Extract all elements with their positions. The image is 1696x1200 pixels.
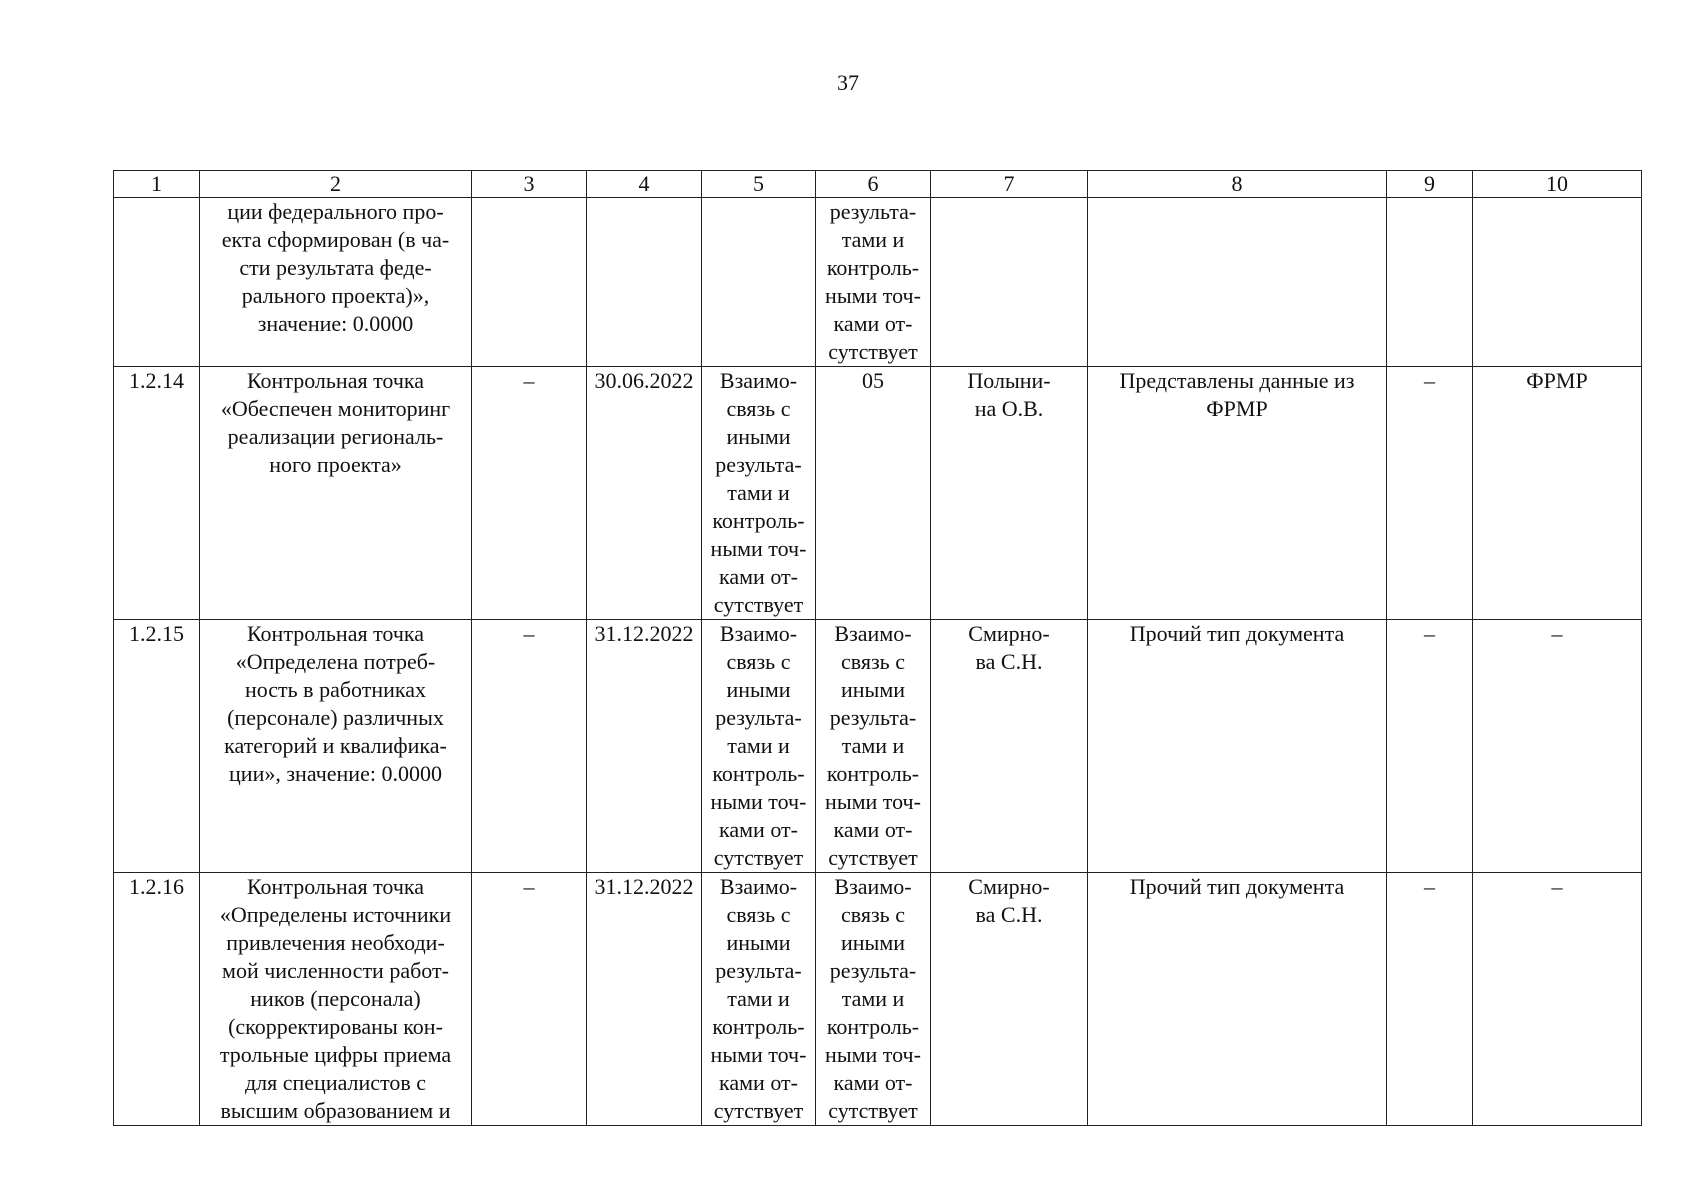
cell-responsible bbox=[931, 873, 1088, 1126]
cell-line: ками от- bbox=[833, 1070, 913, 1095]
cell-line: ФРМР bbox=[1526, 368, 1588, 393]
cell-line: «Определена потреб- bbox=[235, 649, 436, 674]
cell-document-type bbox=[1088, 198, 1387, 367]
column-header: 5 bbox=[702, 171, 816, 198]
cell-line: ФРМР bbox=[1206, 396, 1268, 421]
cell-line: иными bbox=[726, 424, 791, 449]
cell-line: ными точ- bbox=[825, 1042, 921, 1067]
column-header: 4 bbox=[587, 171, 702, 198]
cell-line: связь с bbox=[726, 396, 791, 421]
cell-line: Контрольная точка bbox=[246, 621, 425, 646]
cell-column-9 bbox=[1387, 873, 1473, 1126]
column-header: 2 bbox=[200, 171, 472, 198]
cell-line: 1.2.14 bbox=[129, 368, 184, 393]
cell-line: – bbox=[523, 874, 535, 899]
cell-line: – bbox=[1424, 874, 1435, 899]
cell-line: ва С.Н. bbox=[975, 649, 1043, 674]
cell-date bbox=[587, 620, 702, 873]
cell-column-6 bbox=[816, 367, 931, 620]
table-row bbox=[114, 873, 1642, 1126]
cell-line: мой численности работ- bbox=[222, 958, 449, 983]
cell-line: – bbox=[1551, 874, 1563, 899]
cell-column-3 bbox=[472, 367, 587, 620]
cell-line: Взаимо- bbox=[834, 621, 912, 646]
cell-line: контроль- bbox=[712, 508, 805, 533]
cell-line: Полыни- bbox=[967, 368, 1051, 393]
cell-line: ками от- bbox=[719, 564, 798, 589]
cell-line: тами и bbox=[841, 733, 905, 758]
cell-line: – bbox=[523, 621, 535, 646]
cell-row-number bbox=[114, 873, 200, 1126]
cell-line: сутствует bbox=[828, 1098, 918, 1123]
cell-line: екта сформирован (в ча- bbox=[221, 227, 450, 252]
cell-line: 31.12.2022 bbox=[594, 874, 694, 899]
cell-date bbox=[587, 198, 702, 367]
cell-line: Смирно- bbox=[968, 874, 1050, 899]
cell-line: Контрольная точка bbox=[246, 874, 425, 899]
cell-line: тами и bbox=[727, 733, 790, 758]
cell-column-6 bbox=[816, 620, 931, 873]
cell-line: Взаимо- bbox=[719, 621, 798, 646]
cell-line: Прочий тип документа bbox=[1129, 874, 1345, 899]
cell-line: связь с bbox=[726, 649, 791, 674]
cell-line: сутствует bbox=[713, 1098, 804, 1123]
page-number: 37 bbox=[837, 70, 859, 95]
cell-line: ками от- bbox=[719, 817, 798, 842]
cell-line: ного проекта» bbox=[269, 452, 402, 477]
cell-column-10 bbox=[1473, 367, 1642, 620]
cell-date bbox=[587, 367, 702, 620]
cell-line: сутствует bbox=[828, 339, 918, 364]
column-header: 6 bbox=[816, 171, 931, 198]
cell-line: категорий и квалифика- bbox=[224, 733, 447, 758]
cell-line: сутствует bbox=[828, 845, 918, 870]
cell-line: результа- bbox=[829, 958, 917, 983]
cell-responsible bbox=[931, 367, 1088, 620]
cell-line: тами и bbox=[727, 480, 790, 505]
cell-line: – bbox=[1551, 621, 1563, 646]
cell-line: связь с bbox=[841, 902, 905, 927]
cell-column-6 bbox=[816, 198, 931, 367]
column-header: 8 bbox=[1088, 171, 1387, 198]
cell-description bbox=[200, 198, 472, 367]
cell-responsible bbox=[931, 620, 1088, 873]
cell-line: тами и bbox=[841, 227, 905, 252]
cell-line: ными точ- bbox=[710, 1042, 807, 1067]
cell-line: – bbox=[523, 368, 535, 393]
cell-line: Взаимо- bbox=[834, 874, 912, 899]
cell-column-5 bbox=[702, 367, 816, 620]
cell-line: контроль- bbox=[826, 255, 920, 280]
column-header: 9 bbox=[1387, 171, 1473, 198]
document-table bbox=[113, 170, 1642, 1126]
cell-line: значение: 0.0000 bbox=[257, 311, 414, 336]
cell-row-number bbox=[114, 367, 200, 620]
table-row bbox=[114, 367, 1642, 620]
cell-line: связь с bbox=[841, 649, 905, 674]
cell-line: Взаимо- bbox=[719, 874, 798, 899]
cell-column-3 bbox=[472, 873, 587, 1126]
cell-column-5 bbox=[702, 873, 816, 1126]
cell-line: Контрольная точка bbox=[246, 368, 425, 393]
cell-line: ками от- bbox=[833, 311, 913, 336]
cell-line: 1.2.15 bbox=[129, 621, 184, 646]
cell-line: иными bbox=[840, 677, 906, 702]
cell-line: ными точ- bbox=[710, 789, 807, 814]
cell-line: – bbox=[1424, 368, 1435, 393]
cell-line: результа- bbox=[715, 452, 802, 477]
cell-line: ными точ- bbox=[825, 283, 921, 308]
cell-column-10 bbox=[1473, 198, 1642, 367]
cell-row-number bbox=[114, 198, 200, 367]
cell-line: ность в работниках bbox=[244, 677, 427, 702]
cell-row-number bbox=[114, 620, 200, 873]
column-header: 10 bbox=[1473, 171, 1642, 198]
cell-column-9 bbox=[1387, 620, 1473, 873]
cell-column-9 bbox=[1387, 198, 1473, 367]
cell-line: (персонале) различных bbox=[227, 705, 444, 730]
column-header: 7 bbox=[931, 171, 1088, 198]
cell-line: реализации региональ- bbox=[227, 424, 444, 449]
cell-line: тами и bbox=[727, 986, 790, 1011]
cell-column-10 bbox=[1473, 873, 1642, 1126]
table-header-row bbox=[114, 171, 1642, 198]
cell-line: 05 bbox=[862, 368, 884, 393]
cell-line: контроль- bbox=[826, 1014, 920, 1039]
column-header: 1 bbox=[114, 171, 200, 198]
cell-line: тами и bbox=[841, 986, 905, 1011]
cell-line: (скорректированы кон- bbox=[228, 1014, 443, 1039]
table-row bbox=[114, 620, 1642, 873]
cell-description bbox=[200, 367, 472, 620]
cell-document-type bbox=[1088, 873, 1387, 1126]
cell-line: 1.2.16 bbox=[129, 874, 184, 899]
cell-document-type bbox=[1088, 620, 1387, 873]
cell-line: ными точ- bbox=[825, 789, 921, 814]
cell-line: Прочий тип документа bbox=[1129, 621, 1345, 646]
cell-line: высшим образованием и bbox=[220, 1098, 451, 1123]
cell-line: ками от- bbox=[833, 817, 913, 842]
cell-line: результа- bbox=[829, 705, 917, 730]
cell-line: «Определены источники bbox=[219, 902, 452, 927]
cell-line: результа- bbox=[715, 958, 802, 983]
cell-line: контроль- bbox=[826, 761, 920, 786]
cell-line: Взаимо- bbox=[719, 368, 798, 393]
cell-line: ников (персонала) bbox=[250, 986, 421, 1011]
cell-line: сутствует bbox=[713, 592, 804, 617]
cell-line: для специалистов с bbox=[244, 1070, 427, 1095]
cell-line: Смирно- bbox=[968, 621, 1050, 646]
cell-line: связь с bbox=[726, 902, 791, 927]
cell-responsible bbox=[931, 198, 1088, 367]
cell-description bbox=[200, 873, 472, 1126]
cell-line: привлечения необходи- bbox=[226, 930, 445, 955]
cell-line: сутствует bbox=[713, 845, 804, 870]
cell-line: результа- bbox=[829, 199, 917, 224]
cell-column-3 bbox=[472, 198, 587, 367]
cell-line: Представлены данные из bbox=[1119, 368, 1355, 393]
cell-line: сти результата феде- bbox=[239, 255, 432, 280]
cell-date bbox=[587, 873, 702, 1126]
cell-line: иными bbox=[726, 677, 791, 702]
cell-line: 31.12.2022 bbox=[594, 621, 694, 646]
cell-line: – bbox=[1424, 621, 1435, 646]
cell-line: ва С.Н. bbox=[975, 902, 1043, 927]
cell-line: ции», значение: 0.0000 bbox=[229, 761, 442, 786]
cell-column-6 bbox=[816, 873, 931, 1126]
cell-description bbox=[200, 620, 472, 873]
cell-column-5 bbox=[702, 198, 816, 367]
cell-line: ции федерального про- bbox=[227, 199, 444, 224]
cell-line: ками от- bbox=[719, 1070, 798, 1095]
cell-line: ными точ- bbox=[710, 536, 807, 561]
column-header: 3 bbox=[472, 171, 587, 198]
cell-line: контроль- bbox=[712, 1014, 805, 1039]
cell-line: контроль- bbox=[712, 761, 805, 786]
cell-column-9 bbox=[1387, 367, 1473, 620]
cell-column-10 bbox=[1473, 620, 1642, 873]
cell-line: на О.В. bbox=[974, 396, 1044, 421]
cell-line: 30.06.2022 bbox=[594, 368, 694, 393]
cell-line: рального проекта)», bbox=[241, 283, 430, 308]
cell-line: иными bbox=[840, 930, 906, 955]
table-row bbox=[114, 198, 1642, 367]
cell-document-type bbox=[1088, 367, 1387, 620]
cell-column-5 bbox=[702, 620, 816, 873]
cell-line: трольные цифры приема bbox=[219, 1042, 452, 1067]
cell-line: результа- bbox=[715, 705, 802, 730]
cell-line: иными bbox=[726, 930, 791, 955]
cell-column-3 bbox=[472, 620, 587, 873]
cell-line: «Обеспечен мониторинг bbox=[220, 396, 451, 421]
